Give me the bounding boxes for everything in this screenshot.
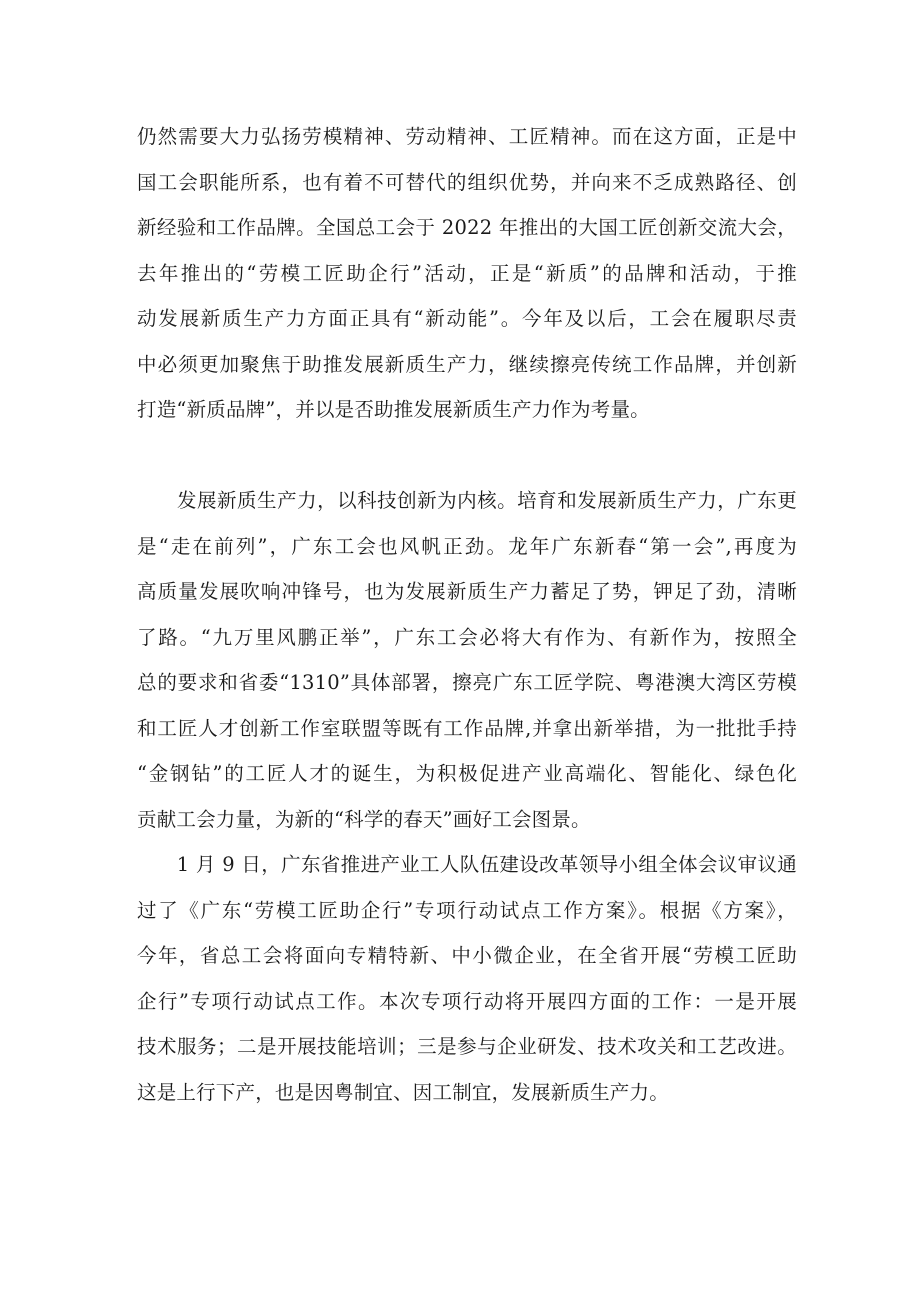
- text-line: 这是上行下产，也是因粤制宜、因工制宜，发展新质生产力。: [137, 1080, 669, 1104]
- text-line: 动发展新质生产力方面正具有“新动能”。今年及以后，工会在履职尽责: [137, 307, 797, 330]
- text-line: 去年推出的“劳模工匠助企行”活动，正是“新质”的品牌和活动，于推: [137, 261, 797, 285]
- text-line: 技术服务；二是开展技能培训；三是参与企业研发、技术攻关和工艺改进。: [137, 1035, 797, 1058]
- text-line: 中必须更加聚焦于助推发展新质生产力，继续擦亮传统工作品牌，并创新: [137, 352, 797, 376]
- text-line: 和工匠人才创新工作室联盟等既有工作品牌,并拿出新举措，为一批批手持: [137, 716, 797, 740]
- paragraph-1: [137, 114, 797, 433]
- text-line: 高质量发展吹响冲锋号，也为发展新质生产力蓄足了势，钾足了劲，清晰: [137, 580, 797, 603]
- text-line: “金钢钻”的工匠人才的诞生，为积极促进产业高端化、智能化、绿色化: [137, 762, 797, 785]
- text-line: 今年，省总工会将面向专精特新、中小微企业，在全省开展“劳模工匠助: [137, 944, 797, 967]
- text-line: 1 月 9 日，广东省推进产业工人队伍建设改革领导小组全体会议审议通: [137, 853, 797, 876]
- text-line: 是“走在前列”，广东工会也风帆正劲。龙年广东新春“第一会”,再度为: [137, 534, 797, 558]
- text-line: 过了《广东“劳模工匠助企行”专项行动试点工作方案》。根据《方案》，: [137, 898, 797, 922]
- text-line: 仍然需要大力弘扬劳模精神、劳动精神、工匠精神。而在这方面，正是中: [137, 125, 797, 148]
- paragraph-2: [137, 478, 797, 842]
- text-line: 打造“新质品牌”，并以是否助推发展新质生产力作为考量。: [137, 398, 650, 421]
- text-line: 总的要求和省委“1310”具体部署，擦亮广东工匠学院、粤港澳大湾区劳模: [137, 671, 797, 694]
- text-line: 了路。“九万里风鹏正举”，广东工会必将大有作为、有新作为，按照全: [137, 625, 797, 649]
- text-line: 国工会职能所系，也有着不可替代的组织优势，并向来不乏成熟路径、创: [137, 170, 797, 194]
- text-line: 贡献工会力量，为新的“科学的春天”画好工会图景。: [137, 807, 591, 831]
- paragraph-3: [137, 842, 797, 1115]
- text-line: 发展新质生产力，以科技创新为内核。培育和发展新质生产力，广东更: [137, 489, 797, 512]
- text-line: 新经验和工作品牌。全国总工会于 2022 年推出的大国工匠创新交流大会，: [137, 216, 797, 239]
- text-line: 企行”专项行动试点工作。本次专项行动将开展四方面的工作：一是开展: [137, 989, 797, 1013]
